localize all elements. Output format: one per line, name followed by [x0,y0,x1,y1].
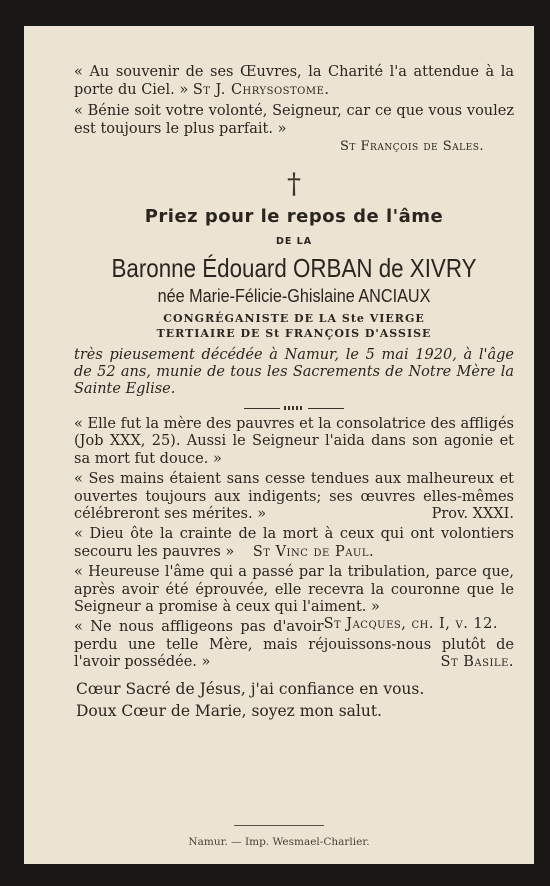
prayer-heading: Priez pour le repos de l'âme [144,206,444,227]
printer-rule [234,825,324,826]
quote-4 [74,564,514,633]
de-la: DE LA [275,236,313,247]
quote-5-text: « Ne nous affligeons pas d'avoir perdu une telle Mère, mais réjouissons-nous plutôt de l'avoir possédée. » [74,619,514,671]
quote-5-source: St Basile. [440,654,514,671]
congregation-line-2: TERTIAIRE DE St FRANÇOIS D'ASSISE [156,327,432,340]
deceased-name: Baronne Édouard ORBAN de XIVRY [111,253,477,283]
congregation-line-1: CONGRÉGANISTE DE LA Ste VIERGE [163,312,425,325]
quote-2-source: Prov. XXXI. [431,506,514,523]
epigraph-2: « Bénie soit votre volonté, Seigneur, car ce que vous voulez est toujours le plus parfait. » [74,103,514,137]
quote-4-text: « Heureuse l'âme qui a passé par la tribulation, parce que, après avoir été éprouvée, elle recevra la couronne que le Seigneur a promise à ceux qui l'aiment. » [74,564,514,616]
cross-icon: † [287,167,301,200]
epigraph-1 [74,64,514,99]
quote-2 [74,471,514,523]
quote-4-source: St Jacques, ch. I, v. 12. [323,616,498,633]
death-notice: très pieusement décédée à Namur, le 5 mai 1920, à l'âge de 52 ans, munie de tous les Sacrements de Notre Mère la Sainte Eglise. [74,347,514,397]
ornament-divider [244,405,344,411]
epigraph-1-text: « Au souvenir de ses Œuvres, la Charité l'a attendue à la porte du Ciel. » [74,64,514,98]
quote-2-text: « Ses mains étaient sans cesse tendues aux malheureux et ouvertes toujours aux indigents; ses œuvres elles-mêmes célébreront ses mérites. » [74,471,514,523]
quote-3-text: « Dieu ôte la crainte de la mort à ceux qui ont volontiers secouru les pauvres » [74,526,514,560]
memorial-card [24,26,534,864]
maiden-name: née Marie-Félicie-Ghislaine ANCIAUX [157,286,431,306]
epigraph-1-attribution: St J. Chrysostome. [192,81,330,98]
quote-3 [74,526,514,561]
epigraph-2-attribution: St François de Sales. [340,139,484,154]
closing-line-1: Cœur Sacré de Jésus, j'ai confiance en vous. [76,679,425,698]
quote-3-source: St Vinc de Paul. [252,543,375,560]
quote-1: « Elle fut la mère des pauvres et la consolatrice des affligés (Job XXX, 25). Aussi le Seigneur l'aida dans son agonie et sa mort fut douce. » [74,416,514,467]
closing-line-2: Doux Cœur de Marie, soyez mon salut. [76,701,382,720]
printer-imprint: Namur. — Imp. Wesmael-Charlier. [188,836,370,848]
